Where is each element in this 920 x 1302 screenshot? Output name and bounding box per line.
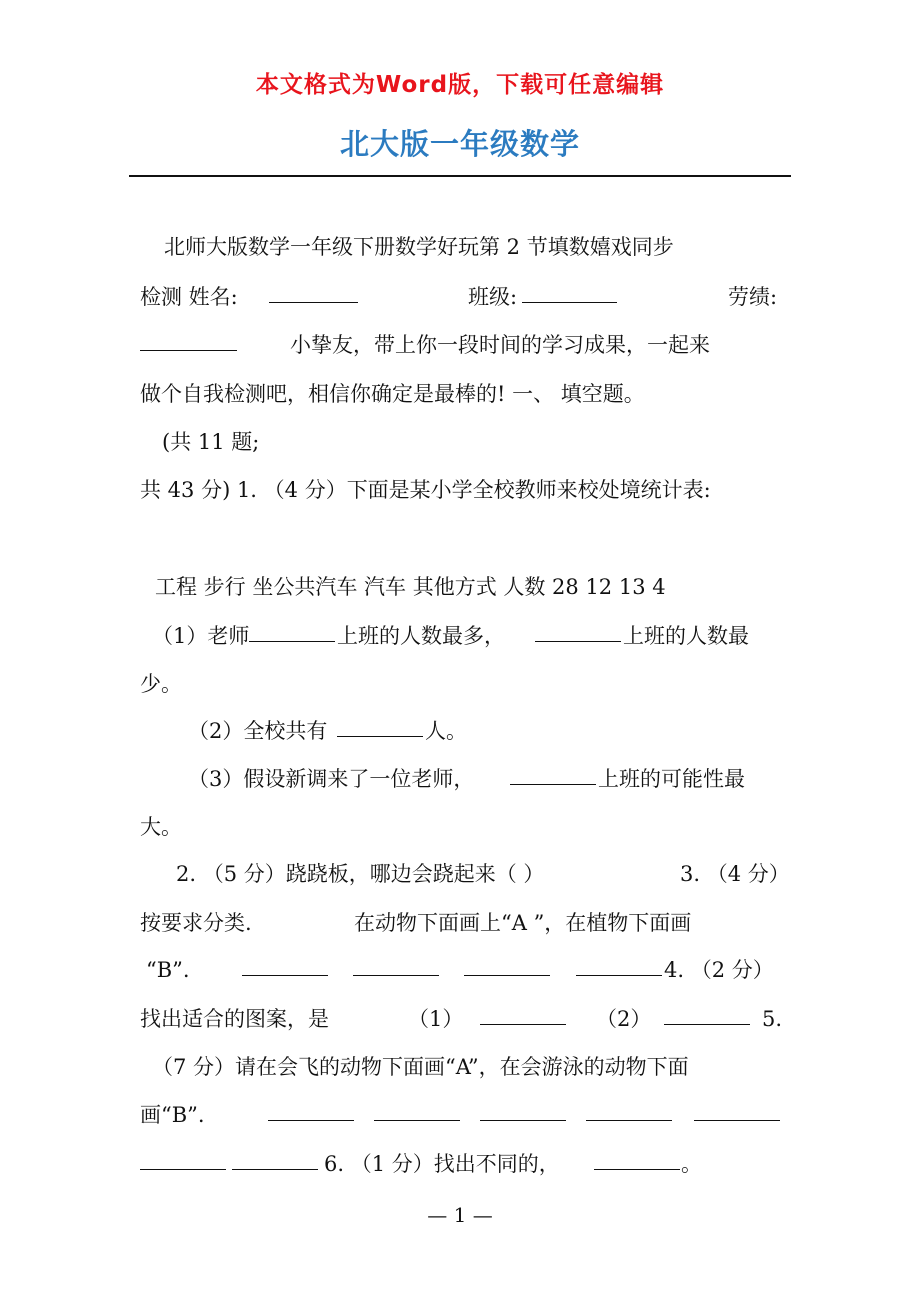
question-4-text: 找出适合的图案，是 bbox=[140, 1007, 329, 1031]
q4-blank-1[interactable] bbox=[480, 1004, 566, 1025]
q4-label-2: （2） bbox=[596, 1007, 652, 1031]
score-blank[interactable] bbox=[140, 330, 237, 351]
q1-1-suffix: 上班的人数最 bbox=[623, 624, 749, 648]
question-5-number: 5. bbox=[762, 1007, 783, 1031]
question-5-b: 画“B”. bbox=[140, 1103, 205, 1127]
q1-3-blank[interactable] bbox=[510, 764, 596, 785]
q3-blank-2[interactable] bbox=[353, 955, 439, 976]
stats-table-row: 工程 步行 坐公共汽车 汽车 其他方式 人数 28 12 13 4 bbox=[155, 575, 666, 599]
question-3-b: “B”. bbox=[146, 958, 190, 982]
q5-blank-7[interactable] bbox=[232, 1149, 318, 1170]
question-4-header: 4. （2 分） bbox=[664, 958, 774, 982]
q1-3-end: 大。 bbox=[140, 815, 182, 839]
q4-blank-2[interactable] bbox=[664, 1004, 750, 1025]
q1-1-blank-least[interactable] bbox=[535, 621, 621, 642]
format-notice: 本文格式为Word版，下载可任意编辑 bbox=[255, 72, 665, 98]
page-title: 北大版一年级数学 bbox=[339, 127, 580, 161]
q5-blank-3[interactable] bbox=[480, 1100, 566, 1121]
q6-end: 。 bbox=[681, 1152, 702, 1176]
page-number: — 1 — bbox=[427, 1203, 493, 1227]
question-3-header: 3. （4 分） bbox=[680, 862, 790, 886]
class-label: 班级: bbox=[468, 285, 518, 309]
q1-2-blank[interactable] bbox=[337, 716, 423, 737]
intro-line-1: 小挚友，带上你一段时间的学习成果，一起来 bbox=[290, 333, 710, 357]
q1-2-suffix: 人。 bbox=[425, 719, 467, 743]
question-3-text: 按要求分类. bbox=[140, 911, 252, 935]
q5-blank-5[interactable] bbox=[694, 1100, 780, 1121]
name-blank[interactable] bbox=[269, 282, 358, 303]
q3-blank-1[interactable] bbox=[242, 955, 328, 976]
q1-1-end: 少。 bbox=[140, 672, 182, 696]
question-2: 2. （5 分）跷跷板，哪边会跷起来（ ） bbox=[176, 862, 545, 886]
name-label: 检测 姓名: bbox=[140, 285, 238, 309]
q1-1-middle: 上班的人数最多， bbox=[337, 624, 505, 648]
score-label: 劳绩: bbox=[728, 285, 778, 309]
q5-blank-6[interactable] bbox=[140, 1149, 226, 1170]
q6-blank[interactable] bbox=[594, 1149, 680, 1170]
q5-blank-1[interactable] bbox=[268, 1100, 354, 1121]
doc-heading: 北师大版数学一年级下册数学好玩第 2 节填数嬉戏同步 bbox=[164, 235, 674, 259]
question-6: 6. （1 分）找出不同的， bbox=[324, 1152, 560, 1176]
q5-blank-2[interactable] bbox=[374, 1100, 460, 1121]
q5-blank-4[interactable] bbox=[586, 1100, 672, 1121]
q1-3-suffix: 上班的可能性最 bbox=[598, 767, 745, 791]
question-1-intro: 共 43 分) 1. （4 分）下面是某小学全校教师来校处境统计表: bbox=[140, 478, 711, 502]
q3-blank-3[interactable] bbox=[464, 955, 550, 976]
header-divider bbox=[129, 175, 791, 177]
question-5-text: （7 分）请在会飞的动物下面画“A”，在会游泳的动物下面 bbox=[152, 1055, 689, 1079]
section-count: (共 11 题; bbox=[162, 430, 260, 454]
q3-blank-4[interactable] bbox=[576, 955, 662, 976]
q1-1-blank-most[interactable] bbox=[249, 621, 335, 642]
class-blank[interactable] bbox=[522, 282, 617, 303]
q1-3-prefix: （3）假设新调来了一位老师， bbox=[188, 767, 475, 791]
q4-label-1: （1） bbox=[408, 1007, 464, 1031]
q1-2-prefix: （2）全校共有 bbox=[188, 719, 328, 743]
intro-line-2: 做个自我检测吧，相信你确定是最棒的! 一、 填空题。 bbox=[140, 382, 645, 406]
question-3-instruction: 在动物下面画上“A ”，在植物下面画 bbox=[354, 911, 692, 935]
q1-1-prefix: （1）老师 bbox=[152, 624, 250, 648]
